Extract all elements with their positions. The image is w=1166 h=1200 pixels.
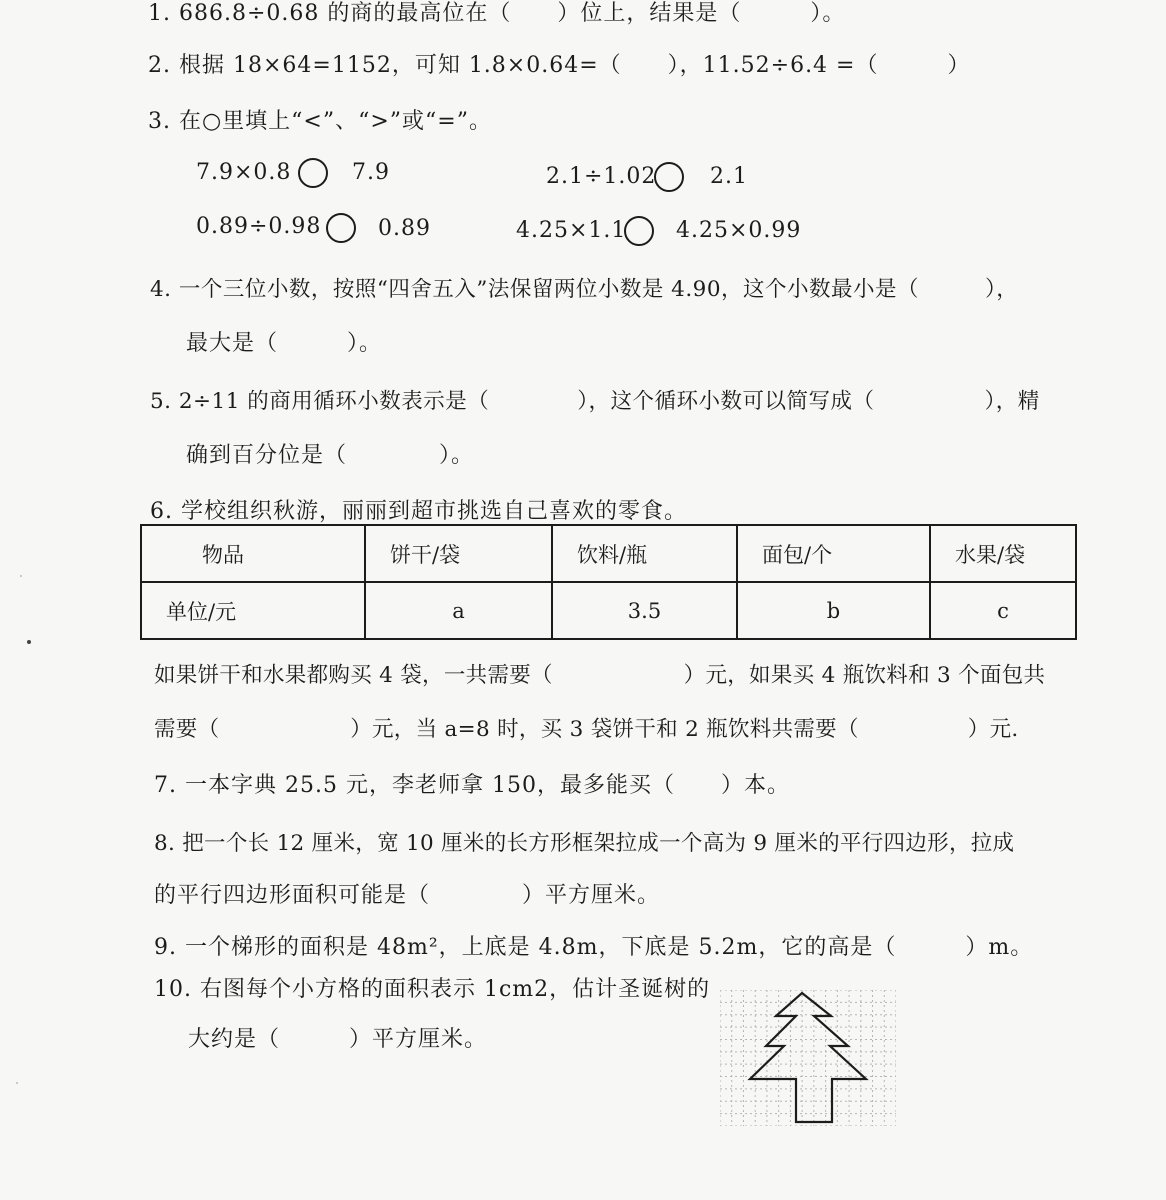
scan-mark bbox=[20, 575, 22, 577]
question-8-line-2: 的平行四边形面积可能是（ ）平方厘米。 bbox=[154, 883, 661, 908]
compare-d-left: 4.25×1.1 bbox=[516, 218, 627, 243]
compare-circle-c bbox=[326, 213, 356, 243]
table-header-cell: 面包/个 bbox=[737, 525, 930, 582]
table-header-cell: 水果/袋 bbox=[930, 525, 1076, 582]
question-8-line-1: 8. 把一个长 12 厘米，宽 10 厘米的长方形框架拉成一个高为 9 厘米的平行四边形，拉成 bbox=[154, 831, 1015, 856]
compare-b-left: 2.1÷1.02 bbox=[546, 164, 657, 189]
table-cell: b bbox=[737, 582, 930, 639]
compare-circle-a bbox=[298, 158, 328, 188]
scan-mark bbox=[16, 1082, 18, 1084]
table-header-cell: 物品 bbox=[141, 525, 365, 582]
compare-circle-d bbox=[624, 216, 654, 246]
compare-d-right: 4.25×0.99 bbox=[676, 218, 802, 243]
compare-a-left: 7.9×0.8 bbox=[196, 160, 292, 185]
scan-mark bbox=[27, 640, 31, 644]
question-5-line-1: 5. 2÷11 的商用循环小数表示是（ ），这个循环小数可以简写成（ ），精 bbox=[150, 389, 1040, 414]
tree-grid-svg bbox=[720, 990, 896, 1126]
question-10-line-2: 大约是（ ）平方厘米。 bbox=[188, 1027, 488, 1052]
compare-a-right: 7.9 bbox=[352, 160, 390, 185]
question-4-line-1: 4. 一个三位小数，按照“四舍五入”法保留两位小数是 4.90，这个小数最小是（ ）， bbox=[150, 277, 1019, 302]
question-6: 6. 学校组织秋游，丽丽到超市挑选自己喜欢的零食。 bbox=[150, 499, 687, 524]
question-3: 3. 在○里填上“<”、“>”或“=”。 bbox=[148, 109, 492, 134]
table-cell: c bbox=[930, 582, 1076, 639]
question-1: 1. 686.8÷0.68 的商的最高位在（ ）位上，结果是（ ）。 bbox=[148, 1, 846, 26]
christmas-tree-outline bbox=[750, 993, 866, 1122]
question-5-line-2: 确到百分位是（ ）。 bbox=[186, 443, 475, 468]
question-9: 9. 一个梯形的面积是 48m²，上底是 4.8m，下底是 5.2m，它的高是（ ）m。 bbox=[154, 935, 1034, 960]
compare-circle-b bbox=[654, 162, 684, 192]
table-header-row bbox=[141, 525, 1076, 582]
table-header-cell: 饼干/袋 bbox=[365, 525, 552, 582]
christmas-tree-figure bbox=[720, 990, 896, 1126]
table-cell: 3.5 bbox=[552, 582, 737, 639]
table-cell: 单位/元 bbox=[141, 582, 365, 639]
question-10-line-1: 10. 右图每个小方格的面积表示 1cm2，估计圣诞树的 bbox=[154, 977, 711, 1002]
question-6-line-1: 如果饼干和水果都购买 4 袋，一共需要（ ）元，如果买 4 瓶饮料和 3 个面包共 bbox=[154, 663, 1046, 688]
question-2: 2. 根据 18×64=1152，可知 1.8×0.64=（ ），11.52÷6.4 =（ ） bbox=[148, 53, 971, 78]
snack-price-table bbox=[140, 524, 1077, 640]
question-7: 7. 一本字典 25.5 元，李老师拿 150，最多能买（ ）本。 bbox=[154, 773, 790, 798]
table-row bbox=[141, 582, 1076, 639]
compare-c-right: 0.89 bbox=[378, 216, 431, 241]
compare-c-left: 0.89÷0.98 bbox=[196, 214, 322, 239]
table-cell: a bbox=[365, 582, 552, 639]
compare-b-right: 2.1 bbox=[710, 164, 748, 189]
question-6-line-2: 需要（ ）元，当 a=8 时，买 3 袋饼干和 2 瓶饮料共需要（ ）元. bbox=[154, 717, 1019, 742]
table-header-cell: 饮料/瓶 bbox=[552, 525, 737, 582]
question-4-line-2: 最大是（ ）。 bbox=[186, 331, 383, 356]
